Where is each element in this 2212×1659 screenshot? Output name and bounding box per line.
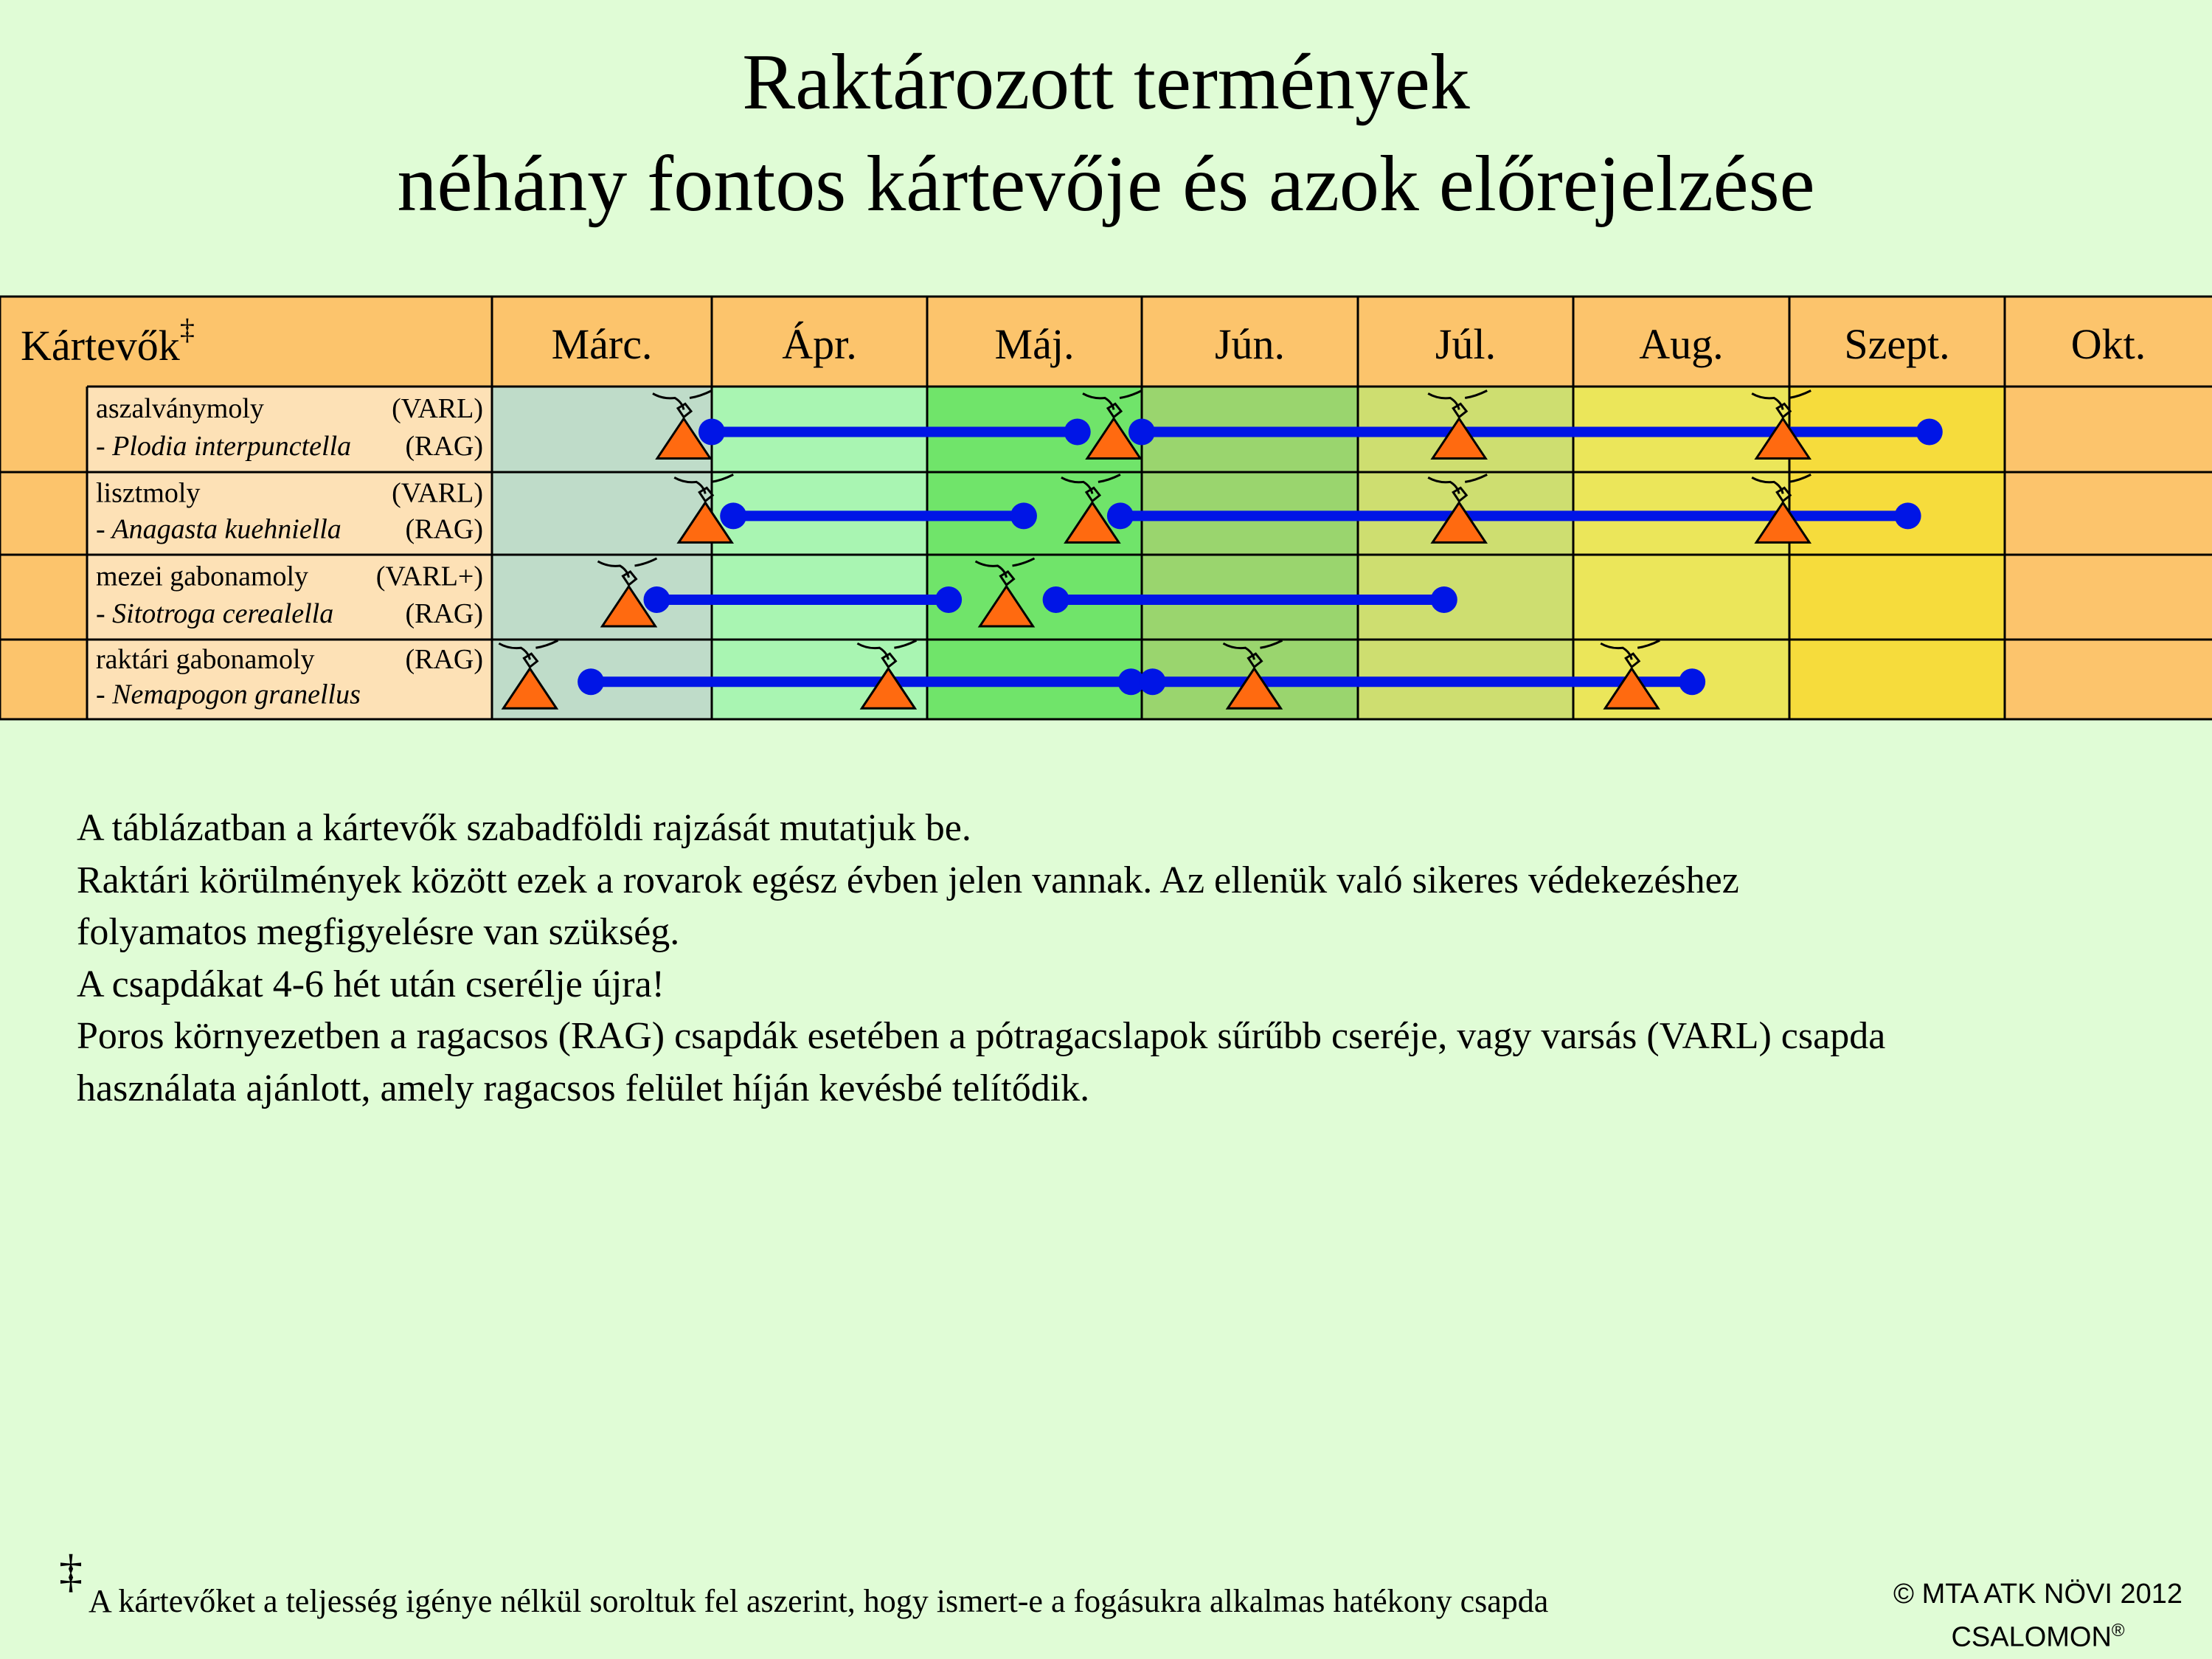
month-header-april: Ápr. bbox=[782, 320, 857, 368]
flight-end-dot bbox=[1064, 418, 1091, 445]
copyright bbox=[1893, 1576, 2182, 1656]
month-header-september: Szept. bbox=[1844, 320, 1950, 368]
pest-latin-name: - Sitotroga cerealella bbox=[96, 598, 334, 629]
notes bbox=[77, 803, 2157, 1115]
pest-common-name: mezei gabonamoly bbox=[96, 561, 309, 592]
copyright-line: © MTA ATK NÖVI 2012 bbox=[1893, 1579, 2182, 1610]
pest-latin-name: - Nemapogon granellus bbox=[96, 679, 361, 710]
month-header-may: Máj. bbox=[994, 320, 1075, 368]
note-line: Raktári körülmények között ezek a rovarok egész évben jelen vannak. Az ellenük való sikeres védekezéshez bbox=[77, 859, 1739, 901]
title-line-2: néhány fontos kártevője és azok előrejelzése bbox=[397, 140, 1815, 228]
flight-period-table bbox=[0, 0, 2212, 738]
flight-start-dot bbox=[578, 668, 604, 695]
note-line: Poros környezetben a ragacsos (RAG) csapdák esetében a pótragacslapok sűrűbb cseréje, vagy varsás (VARL) csapda bbox=[77, 1015, 1886, 1057]
flight-end-dot bbox=[1431, 586, 1457, 613]
flight-start-dot bbox=[1140, 668, 1166, 695]
flight-start-dot bbox=[1128, 418, 1155, 445]
flight-start-dot bbox=[698, 418, 725, 445]
flight-start-dot bbox=[1043, 586, 1069, 613]
note-line: A csapdákat 4-6 hét után cserélje újra! bbox=[77, 963, 665, 1005]
pest-common-name: lisztmoly bbox=[96, 477, 201, 509]
flight-end-dot bbox=[1010, 502, 1037, 529]
month-header-march: Márc. bbox=[551, 320, 653, 368]
month-header-june: Jún. bbox=[1214, 320, 1286, 368]
pest-trap-type: (RAG) bbox=[405, 598, 483, 629]
pest-trap-type: (VARL) bbox=[392, 392, 483, 424]
note-line: A táblázatban a kártevők szabadföldi rajzását mutatjuk be. bbox=[77, 807, 971, 849]
flight-start-dot bbox=[644, 586, 670, 613]
pest-latin-name: - Plodia interpunctella bbox=[96, 430, 352, 462]
brand-name: CSALOMON bbox=[1951, 1621, 2112, 1653]
pest-trap-type: (RAG) bbox=[405, 643, 483, 675]
footnote-text: A kártevőket a teljesség igénye nélkül soroltuk fel aszerint, hogy ismert-e a fogásukra alkalmas hatékony csapda bbox=[89, 1583, 1549, 1619]
note-line: használata ajánlott, amely ragacsos felület híján kevésbé telítődik. bbox=[77, 1067, 1090, 1109]
month-column-october bbox=[2005, 387, 2212, 719]
registered-mark: ® bbox=[2111, 1621, 2125, 1641]
flight-end-dot bbox=[1895, 502, 1921, 529]
corner-label: Kártevők‡ bbox=[21, 313, 195, 370]
pest-trap-type: (VARL) bbox=[392, 477, 483, 509]
pest-common-name: aszalványmoly bbox=[96, 392, 264, 424]
title-line-1: Raktározott termények bbox=[742, 38, 1470, 126]
note-line: folyamatos megfigyelésre van szükség. bbox=[77, 911, 680, 953]
month-header-august: Aug. bbox=[1639, 320, 1724, 368]
month-header-october: Okt. bbox=[2070, 320, 2146, 368]
flight-start-dot bbox=[1107, 502, 1134, 529]
footnote-mark: ‡ bbox=[59, 1545, 83, 1597]
flight-end-dot bbox=[935, 586, 962, 613]
pest-trap-type: (VARL+) bbox=[375, 561, 483, 592]
flight-end-dot bbox=[1916, 418, 1943, 445]
pest-trap-type: (RAG) bbox=[405, 513, 483, 545]
pest-latin-name: - Anagasta kuehniella bbox=[96, 513, 341, 545]
row-accent-column bbox=[0, 387, 87, 719]
pest-trap-type: (RAG) bbox=[405, 430, 483, 462]
flight-end-dot bbox=[1679, 668, 1705, 695]
pest-common-name: raktári gabonamoly bbox=[96, 643, 315, 675]
month-header-july: Júl. bbox=[1435, 320, 1497, 368]
flight-start-dot bbox=[720, 502, 746, 529]
